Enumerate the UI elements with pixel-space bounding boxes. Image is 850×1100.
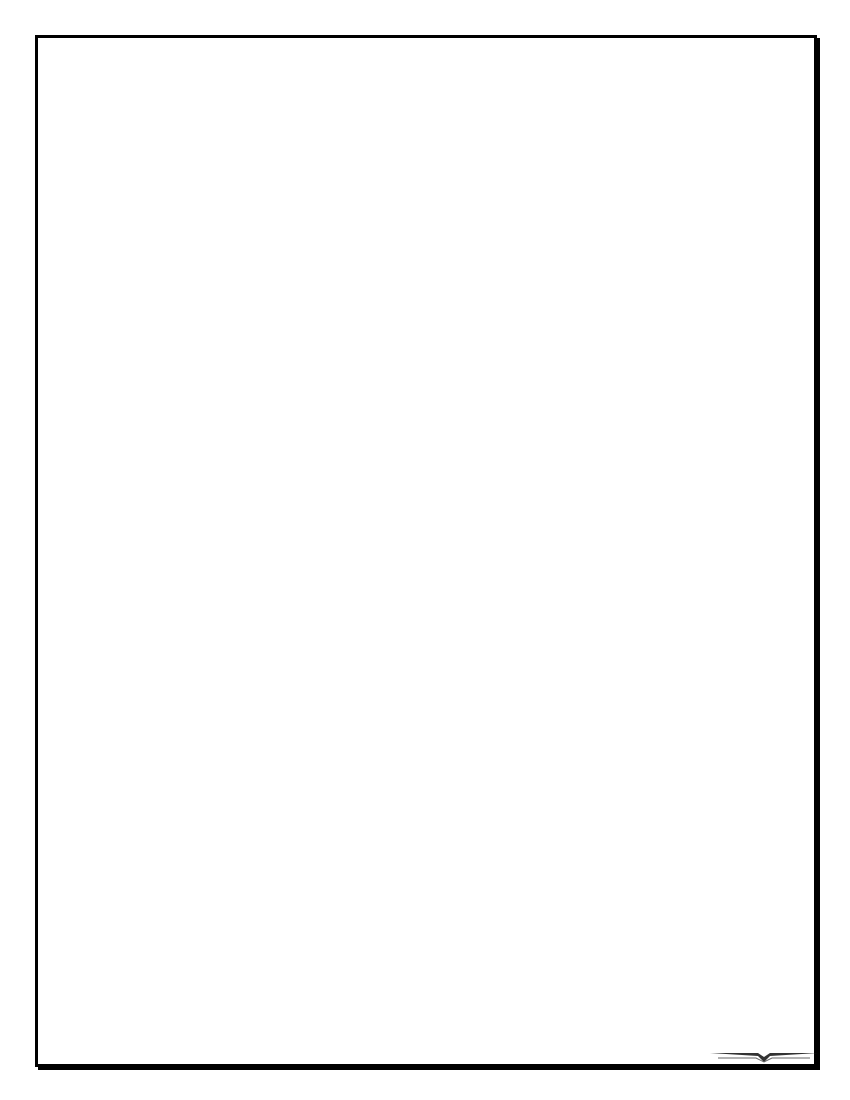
field-row-32 (200, 733, 760, 752)
field-row-33 (200, 906, 760, 944)
field-row-31 (200, 695, 760, 733)
logo-wing-icon (708, 1050, 820, 1064)
field-row-30 (200, 407, 760, 426)
field-row-29 (200, 388, 760, 407)
uslegal-logo (708, 1026, 820, 1064)
